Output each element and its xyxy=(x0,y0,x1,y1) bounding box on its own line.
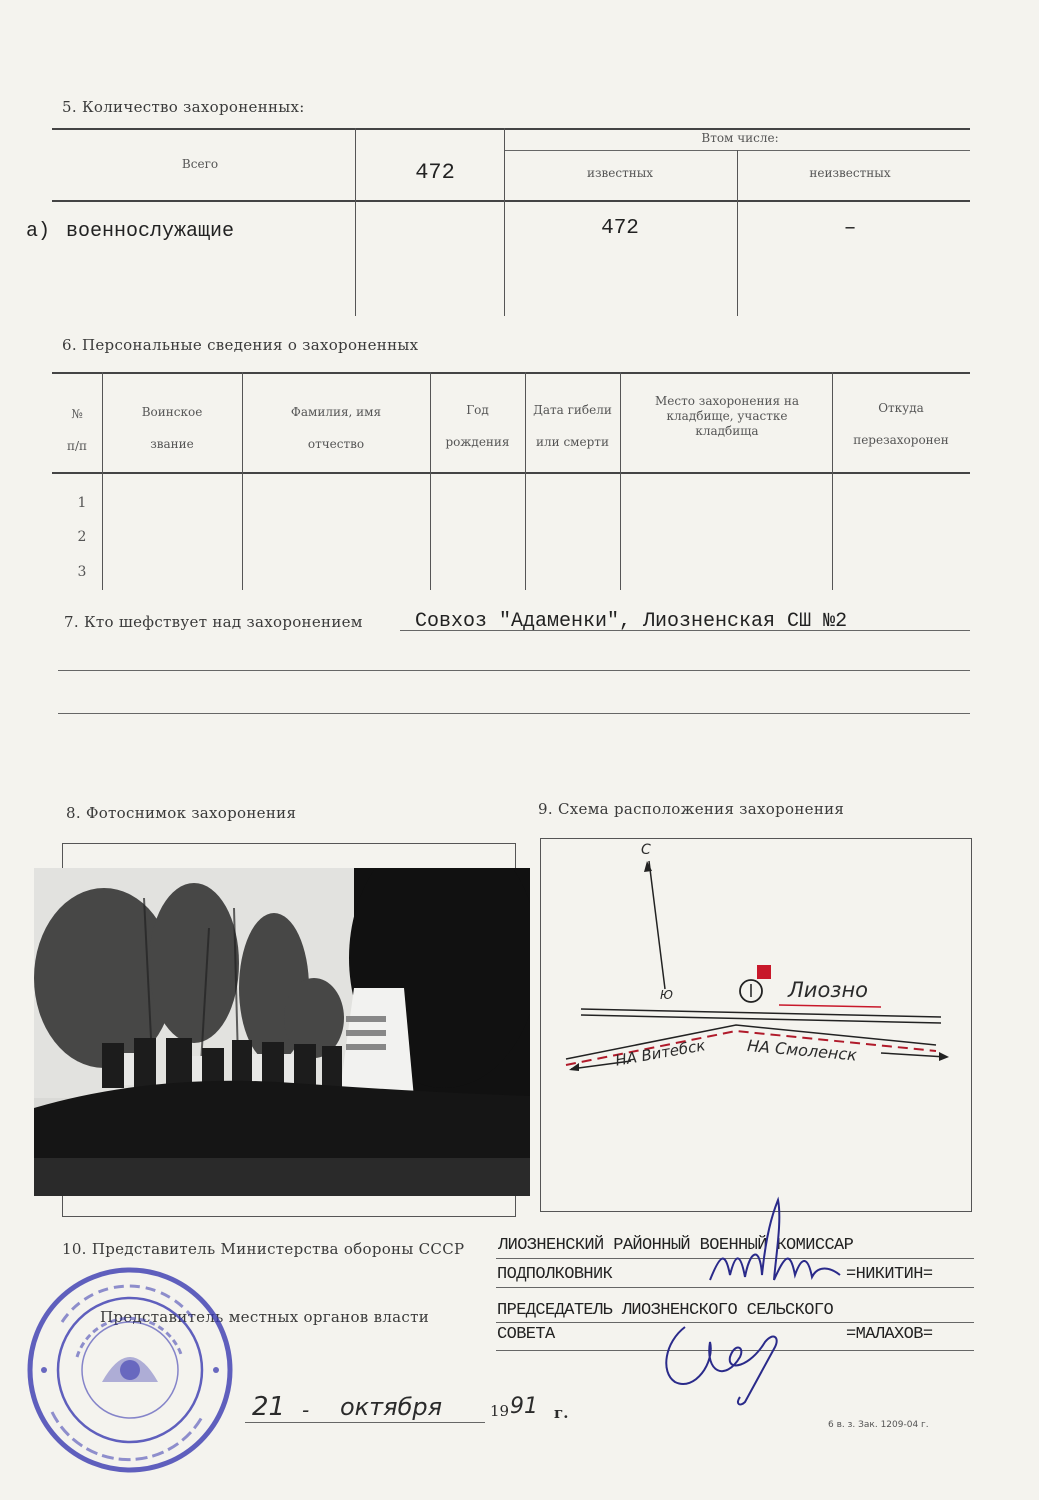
date-year-suffix: 91 xyxy=(510,1394,538,1419)
patron-value: Совхоз "Адаменки", Лиозненская СШ №2 xyxy=(415,610,848,633)
section8-title: 8. Фотоснимок захоронения xyxy=(66,804,297,822)
local-chair-title-2: СОВЕТА xyxy=(497,1325,555,1344)
header-birth-year: Год рождения xyxy=(445,403,510,449)
row-number-2: 2 xyxy=(77,529,87,545)
header-rank: Воинское звание xyxy=(141,405,203,451)
row-a-known: 472 xyxy=(601,217,639,240)
section9-title: 9. Схема расположения захоронения xyxy=(538,800,845,818)
total-count: 472 xyxy=(415,160,455,185)
location-scheme xyxy=(541,839,971,1211)
row-a-unknown: – xyxy=(843,217,857,240)
mod-commissar-title: ЛИОЗНЕНСКИЙ РАЙОННЫЙ ВОЕННЫЙ КОМИССАР xyxy=(498,1236,854,1255)
official-seal xyxy=(22,1262,238,1478)
date-separator: - xyxy=(302,1398,310,1422)
col-including-header: Втом числе: xyxy=(701,131,779,145)
mod-name: =НИКИТИН= xyxy=(846,1265,933,1284)
header-reburied-from: Откуда перезахоронен xyxy=(853,401,949,447)
local-authority-label: Представитель местных органов власти xyxy=(100,1308,430,1326)
to-vitebsk-label: НА Витебск xyxy=(614,1036,707,1070)
col-unknown-header: неизвестных xyxy=(809,166,891,180)
date-month: октября xyxy=(340,1393,443,1421)
local-chair-title-1: ПРЕДСЕДАТЕЛЬ ЛИОЗНЕНСКОГО СЕЛЬСКОГО xyxy=(497,1301,834,1320)
date-g: г. xyxy=(554,1404,569,1422)
town-label: Лиозно xyxy=(788,978,869,1002)
row-number-1: 1 xyxy=(77,495,87,511)
section6-title: 6. Персональные сведения о захороненных xyxy=(62,336,419,354)
mod-rank: ПОДПОЛКОВНИК xyxy=(497,1265,613,1284)
section5-title: 5. Количество захороненных: xyxy=(62,98,305,116)
south-marker: Ю xyxy=(660,988,673,1002)
header-burial-place: Место захоронения на кладбище, участке кладбища xyxy=(654,394,800,438)
col-known-header: известных xyxy=(586,166,654,180)
local-name: =МАЛАХОВ= xyxy=(846,1325,933,1344)
header-full-name: Фамилия, имя отчество xyxy=(290,405,382,451)
to-smolensk-label: НА Смоленск xyxy=(746,1036,858,1065)
row-a-label: военнослужащие xyxy=(66,220,235,243)
print-mark: 6 в. з. Зак. 1209-04 г. xyxy=(828,1420,929,1430)
col-total-header: Всего xyxy=(181,157,219,171)
north-marker: С xyxy=(641,842,651,858)
header-death-date: Дата гибели или смерти xyxy=(533,403,612,449)
header-number: № п/п xyxy=(66,407,88,453)
date-year-prefix: 19 xyxy=(490,1402,510,1420)
date-day: 21 xyxy=(252,1392,286,1422)
section7-label: 7. Кто шефствует над захоронением xyxy=(64,613,363,631)
burial-photo xyxy=(34,868,530,1196)
commissar-signature xyxy=(690,1195,850,1295)
chairman-signature xyxy=(655,1312,795,1412)
row-number-3: 3 xyxy=(77,564,87,580)
mod-representative-label: 10. Представитель Министерства обороны СССР xyxy=(62,1240,465,1258)
row-a-prefix: а) xyxy=(26,220,51,243)
